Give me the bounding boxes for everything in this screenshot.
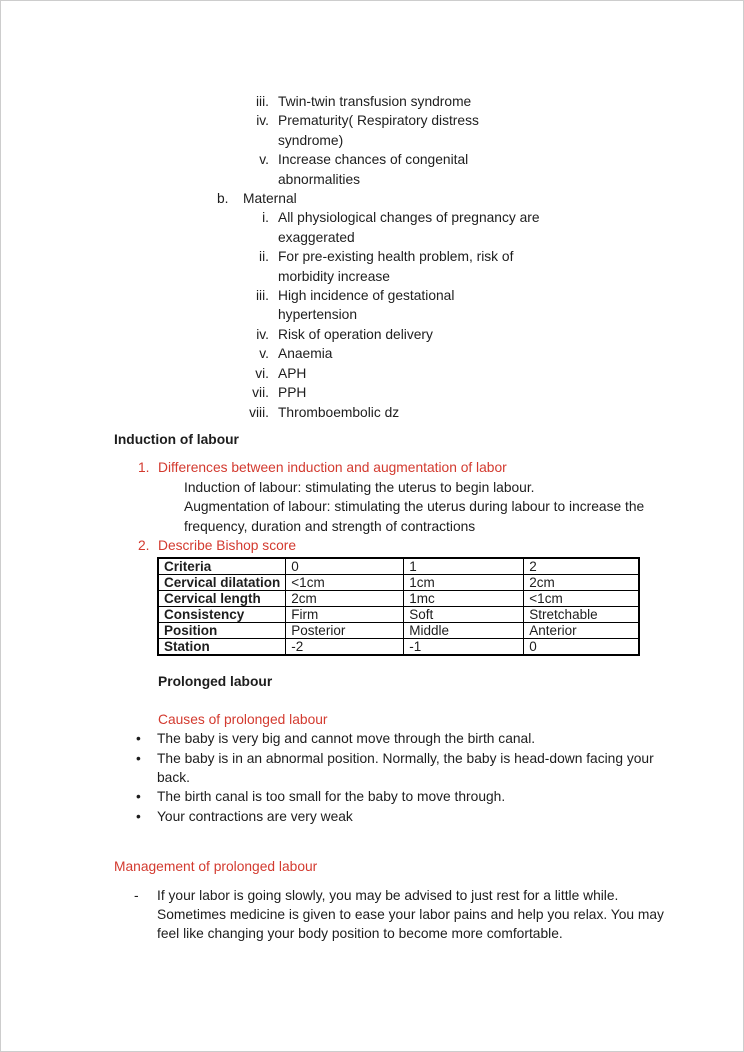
list-item-text: High incidence of gestational [278, 288, 455, 304]
table-cell-criteria: Cervical dilatation [158, 575, 286, 591]
table-row [158, 639, 639, 656]
table-cell-score-2: 0 [524, 639, 639, 656]
list-item-text: Twin-twin transfusion syndrome [278, 94, 472, 109]
management-heading: Management of prolonged labour [114, 859, 318, 875]
list-item-text: Anaemia [278, 346, 333, 362]
answer-line: Augmentation of labour: stimulating the uterus during labour to increase the [184, 499, 645, 515]
dash-marker: - [134, 887, 139, 903]
table-row [158, 575, 639, 591]
dash-item [114, 924, 725, 943]
question-title-text: Differences between induction and augmentation of labor [158, 460, 507, 476]
table-cell-score-1: 1 [404, 558, 524, 575]
bullet-item-text: back. [157, 769, 190, 785]
question-2-title [114, 536, 725, 555]
bullet-item-text: The baby is very big and cannot move through the birth canal. [157, 731, 536, 747]
management-dash-list [114, 886, 725, 944]
list-item-text: For pre-existing health problem, risk of [278, 249, 514, 265]
causes-heading: Causes of prolonged labour [158, 711, 328, 727]
table-cell-score-1: -1 [404, 639, 524, 656]
fetal-complications-list [114, 92, 725, 189]
question-1-title [114, 458, 725, 477]
maternal-complications-list [114, 208, 725, 421]
bishop-score-table [157, 557, 640, 656]
table-cell-score-0: Firm [286, 607, 404, 623]
causes-bullet-list [114, 729, 725, 826]
list-item [114, 208, 725, 227]
table-cell-score-0: 2cm [286, 591, 404, 607]
list-item [114, 403, 725, 422]
list-item [114, 92, 725, 111]
list-item [114, 247, 725, 266]
roman-numeral-marker: v. [259, 346, 269, 362]
table-cell-score-2: <1cm [524, 591, 639, 607]
question-number: 2. [138, 537, 150, 553]
table-cell-score-1: Middle [404, 623, 524, 639]
dash-item-text: If your labor is going slowly, you may be advised to just rest for a little while. [157, 887, 619, 903]
list-item-text: morbidity increase [278, 268, 390, 284]
bullet-item-text: The birth canal is too small for the baby to move through. [157, 789, 506, 805]
table-cell-criteria: Station [158, 639, 286, 656]
table-row [158, 591, 639, 607]
table-row [158, 607, 639, 623]
roman-numeral-marker: iii. [255, 288, 269, 304]
roman-numeral-marker: v. [259, 152, 269, 168]
list-item [114, 383, 725, 402]
list-item-text: syndrome) [278, 132, 344, 148]
list-item [114, 228, 725, 247]
bullet-item [114, 768, 725, 787]
list-item-text: Maternal [243, 191, 297, 207]
roman-numeral-marker: viii. [249, 404, 269, 420]
bullet-marker: • [136, 731, 141, 747]
table-cell-score-1: 1mc [404, 591, 524, 607]
table-cell-score-2: 2cm [524, 575, 639, 591]
dash-item-text: Sometimes medicine is given to ease your labor pains and help you relax. You may [157, 907, 664, 922]
table-cell-criteria: Cervical length [158, 591, 286, 607]
question-title-text: Describe Bishop score [158, 537, 297, 553]
bullet-marker: • [136, 808, 141, 824]
dash-item [114, 905, 725, 924]
answer-line: Induction of labour: stimulating the uterus to begin labour. [184, 479, 535, 495]
table-cell-score-1: Soft [404, 607, 524, 623]
section-heading-induction-of-labour: Induction of labour [114, 431, 239, 447]
table-cell-score-0: <1cm [286, 575, 404, 591]
table-cell-score-1: 1cm [404, 575, 524, 591]
dash-item [114, 886, 725, 905]
bullet-item-text: Your contractions are very weak [157, 808, 353, 824]
dash-item-text: feel like changing your body position to become more comfortable. [157, 926, 563, 942]
section-heading-prolonged-labour: Prolonged labour [158, 674, 273, 690]
list-item-text: hypertension [278, 307, 358, 323]
bullet-item [114, 749, 725, 768]
question-1-answer [114, 478, 725, 536]
table-cell-score-0: -2 [286, 639, 404, 656]
list-item [114, 286, 725, 305]
list-item-text: abnormalities [278, 171, 361, 187]
bullet-marker: • [136, 750, 141, 766]
roman-numeral-marker: ii. [259, 249, 269, 265]
roman-numeral-marker: vii. [252, 385, 269, 401]
bullet-item [114, 729, 725, 748]
list-item-text: Prematurity( Respiratory distress [278, 113, 479, 129]
table-row [158, 558, 639, 575]
table-cell-score-0: Posterior [286, 623, 404, 639]
list-item-text: Increase chances of congenital [278, 152, 469, 168]
roman-numeral-marker: iii. [255, 94, 269, 109]
letter-marker: b. [217, 191, 229, 207]
table-cell-score-2: Anterior [524, 623, 639, 639]
list-item [114, 344, 725, 363]
roman-numeral-marker: iv. [256, 113, 269, 129]
list-item [114, 364, 725, 383]
list-item [114, 150, 725, 169]
table-cell-score-0: 0 [286, 558, 404, 575]
list-item [114, 267, 725, 286]
list-item [114, 305, 725, 324]
list-item [114, 111, 725, 130]
table-row [158, 623, 639, 639]
list-item [114, 131, 725, 150]
table-cell-score-2: 2 [524, 558, 639, 575]
bullet-item-text: The baby is in an abnormal position. Normally, the baby is head-down facing your [157, 750, 654, 766]
table-cell-criteria: Consistency [158, 607, 286, 623]
bullet-item [114, 807, 725, 826]
list-item-text: exaggerated [278, 229, 355, 245]
list-item-text: PPH [278, 385, 307, 401]
list-item-text: Thromboembolic dz [278, 404, 400, 420]
list-item [114, 170, 725, 189]
roman-numeral-marker: iv. [256, 326, 269, 342]
answer-line: frequency, duration and strength of contractions [184, 518, 476, 534]
question-number: 1. [138, 460, 150, 476]
bullet-marker: • [136, 789, 141, 805]
table-cell-score-2: Stretchable [524, 607, 639, 623]
table-cell-criteria: Criteria [158, 558, 286, 575]
roman-numeral-marker: vi. [255, 365, 269, 381]
list-item-text: Risk of operation delivery [278, 326, 433, 342]
table-cell-criteria: Position [158, 623, 286, 639]
list-item-text: APH [278, 365, 307, 381]
list-item-text: All physiological changes of pregnancy are [278, 210, 540, 226]
roman-numeral-marker: i. [262, 210, 269, 226]
list-item [114, 325, 725, 344]
maternal-list-item [217, 189, 725, 208]
bullet-item [114, 787, 725, 806]
